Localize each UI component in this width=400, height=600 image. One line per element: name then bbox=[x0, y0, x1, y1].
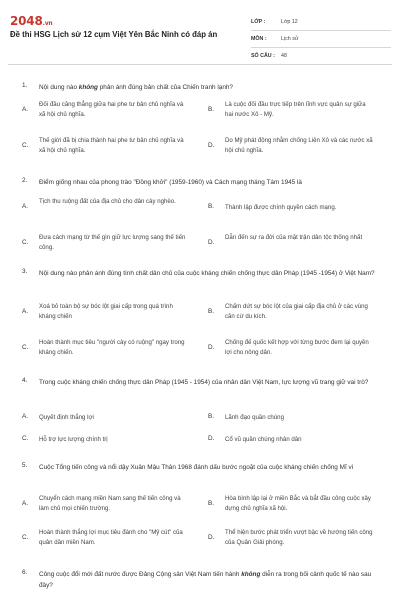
option-letter: C. bbox=[22, 239, 29, 246]
meta-key: SỐ CÂU : bbox=[251, 53, 275, 59]
question-text: Nội dung nào phản ánh đúng tính chất dân chủ của cuộc kháng chiến chống thực dân Pháp (1945 -1954) ở Việt Nam? bbox=[39, 270, 375, 277]
question-number: 6. bbox=[22, 569, 28, 576]
option-letter: A. bbox=[22, 106, 29, 113]
option-text: Chấm dứt sự bóc lột của giai cấp địa chủ ở các vùng căn cứ du kích. bbox=[225, 303, 368, 320]
option-text: Thành lập được chính quyền cách mạng. bbox=[225, 204, 337, 211]
option-letter: A. bbox=[22, 413, 29, 420]
option-letter: B. bbox=[208, 308, 215, 315]
option-text: Chuyển cách mạng miền Nam sang thế tiến công và làm chủ mọi chiến trường. bbox=[39, 495, 181, 512]
option-letter: B. bbox=[208, 106, 215, 113]
question-text: Cuộc Tổng tiến công và nổi dậy Xuân Mậu Thân 1968 đánh dấu bước ngoặt của cuộc kháng chiến chống Mĩ vì bbox=[39, 464, 354, 471]
option-text: Hỗ trợ lực lượng chính trị bbox=[39, 436, 108, 443]
question-text: Công cuộc đổi mới đất nước được Đảng Cộng sản Việt Nam tiến hành không diễn ra trong bối cảnh quốc tế nào sau đây? bbox=[39, 571, 372, 589]
option-text: Hòa bình lập lại ở miền Bắc và bắt đầu công cuộc xây dựng chủ nghĩa xã hội. bbox=[225, 495, 371, 512]
option-text: Đưa cách mạng từ thế gìn giữ lực lượng sang thế tiến công. bbox=[39, 234, 186, 251]
option-text: Cổ vũ quần chúng nhân dân bbox=[225, 436, 302, 443]
document-title: Đề thi HSG Lịch sử 12 cụm Việt Yên Bắc Ninh có đáp án bbox=[10, 30, 218, 39]
question-text: Trong cuộc kháng chiến chống thực dân Pháp (1945 - 1954) của nhân dân Việt Nam, lực lượng vũ trang giữ vai trò? bbox=[39, 379, 369, 386]
document-header bbox=[0, 0, 400, 64]
option-text: Dẫn đến sự ra đời của mặt trận dân tộc thống nhất bbox=[225, 234, 363, 241]
logo-text: 2048 bbox=[10, 14, 43, 28]
question-number: 1. bbox=[22, 82, 28, 89]
option-text: Xoá bỏ toàn bộ sự bóc lột giai cấp trong quá trình kháng chiến bbox=[39, 303, 173, 320]
logo-suffix: .vn bbox=[42, 20, 53, 27]
option-letter: A. bbox=[22, 203, 29, 210]
site-logo[interactable] bbox=[10, 14, 52, 28]
option-text: Quyết định thắng lợi bbox=[39, 414, 94, 421]
option-letter: A. bbox=[22, 500, 29, 507]
question-number: 3. bbox=[22, 268, 28, 275]
meta-value: Lớp 12 bbox=[281, 19, 298, 25]
meta-key: LỚP : bbox=[251, 19, 266, 25]
option-text: Lãnh đạo quần chúng bbox=[225, 414, 284, 421]
option-letter: B. bbox=[208, 413, 215, 420]
option-letter: C. bbox=[22, 534, 29, 541]
option-letter: D. bbox=[208, 344, 215, 351]
option-text: Tịch thu ruộng đất của địa chủ cho dân cày nghèo. bbox=[39, 198, 176, 205]
option-letter: D. bbox=[208, 239, 215, 246]
document-meta bbox=[251, 14, 391, 65]
option-text: Là cuộc đối đầu trực tiếp trên lĩnh vực quân sự giữa hai nước Xô - Mỹ. bbox=[225, 101, 366, 118]
option-text: Do Mỹ phát động nhằm chống Liên Xô và các nước xã hội chủ nghĩa. bbox=[225, 137, 373, 154]
meta-key: MÔN : bbox=[251, 36, 267, 42]
question-number: 4. bbox=[22, 377, 28, 384]
option-letter: A. bbox=[22, 308, 29, 315]
option-letter: B. bbox=[208, 203, 215, 210]
option-text: Thể hiện bước phát triển vượt bậc về hướng tiến công của Quân Giải phóng. bbox=[225, 529, 373, 546]
header-divider bbox=[8, 64, 392, 65]
meta-row-count bbox=[251, 48, 391, 65]
option-text: Chống đế quốc kết hợp với từng bước đem lại quyền lợi cho nông dân. bbox=[225, 339, 369, 356]
meta-value: 48 bbox=[281, 53, 287, 59]
question-text: Nội dung nào không phản ánh đúng bản chất của Chiến tranh lạnh? bbox=[39, 84, 233, 91]
question-number: 5. bbox=[22, 462, 28, 469]
option-text: Hoàn thành mục tiêu "người cày có ruộng" ngay trong kháng chiến. bbox=[39, 339, 185, 356]
option-letter: C. bbox=[22, 344, 29, 351]
question-text: Điểm giống nhau của phong trào "Đồng khởi" (1959-1960) và Cách mạng tháng Tám 1945 là bbox=[39, 179, 302, 186]
meta-value: Lịch sử bbox=[281, 36, 299, 42]
option-letter: D. bbox=[208, 435, 215, 442]
option-text: Hoàn thành thắng lợi mục tiêu đánh cho "Mỹ cút" của quân dân miền Nam. bbox=[39, 529, 183, 546]
option-letter: B. bbox=[208, 500, 215, 507]
emphasis-word: không bbox=[241, 571, 261, 578]
emphasis-word: không bbox=[78, 84, 98, 91]
meta-row-subject bbox=[251, 31, 391, 48]
option-text: Đối đầu căng thẳng giữa hai phe tư bản chủ nghĩa và xã hội chủ nghĩa. bbox=[39, 101, 184, 118]
meta-row-class bbox=[251, 14, 391, 31]
option-letter: D. bbox=[208, 142, 215, 149]
option-letter: D. bbox=[208, 534, 215, 541]
option-letter: C. bbox=[22, 435, 29, 442]
option-text: Thế giới đã bị chia thành hai phe tư bản chủ nghĩa và xã hội chủ nghĩa. bbox=[39, 137, 184, 154]
option-letter: C. bbox=[22, 142, 29, 149]
question-number: 2. bbox=[22, 177, 28, 184]
